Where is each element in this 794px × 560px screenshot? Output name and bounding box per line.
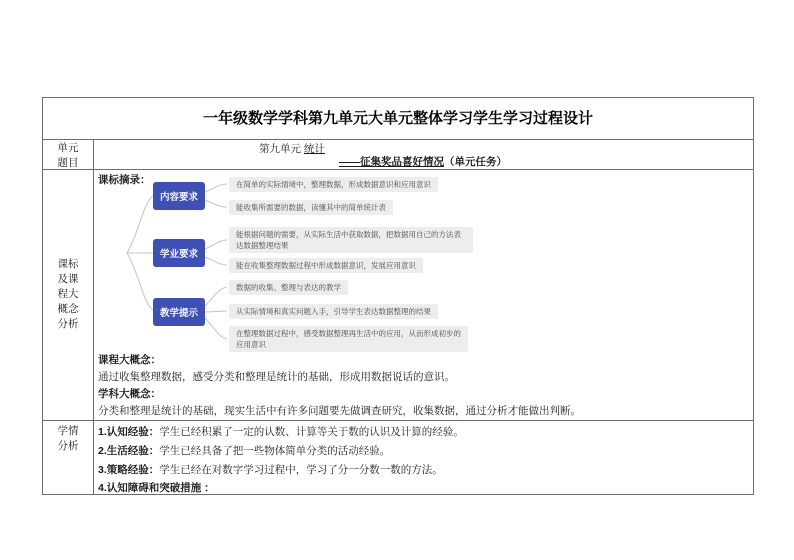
item-text: 学生已经积累了一定的认数、计算等关于数的认识及计算的经验。 xyxy=(159,426,464,438)
standards-label-line: 分析 xyxy=(57,318,79,330)
mindmap-node-academic-requirements: 学业要求 xyxy=(153,239,205,267)
row-divider xyxy=(43,169,753,170)
lesson-design-table xyxy=(42,97,754,495)
excerpt-heading: 课标摘录： xyxy=(98,174,151,186)
item-text: 学生已经具备了把一些物体简单分类的活动经验。 xyxy=(159,445,391,457)
learner-analysis-item xyxy=(98,425,464,439)
learner-analysis-label-line: 分析 xyxy=(57,440,79,452)
unit-number-line xyxy=(259,142,325,156)
course-concept-text: 通过收集整理数据，感受分类和整理是统计的基础，形成用数据说话的意识。 xyxy=(98,371,455,383)
mindmap-bubble: 能收集所需要的数据，读懂其中的简单统计表 xyxy=(229,200,393,215)
learner-analysis-row-label xyxy=(43,424,93,454)
unit-title-label-line: 单元 xyxy=(57,142,79,154)
mindmap-bubble: 在简单的实际情境中，整理数据，形成数据意识和应用意识 xyxy=(229,177,438,192)
mindmap-bubble: 能在收集整理数据过程中形成数据意识，发展应用意识 xyxy=(229,258,423,273)
standards-label-line: 课标 xyxy=(57,258,79,270)
unit-task-text: ——征集奖品喜好情况 xyxy=(339,156,444,168)
learner-analysis-label-line: 学情 xyxy=(57,425,79,437)
item-heading: 1.认知经验： xyxy=(98,426,160,438)
unit-number-text: 第九单元 xyxy=(259,143,304,155)
mindmap-node-content-requirements: 内容要求 xyxy=(153,182,205,210)
standards-label-line: 概念 xyxy=(57,303,79,315)
row-divider xyxy=(43,420,753,421)
course-concept-heading: 课程大概念： xyxy=(98,354,161,366)
standards-row-label xyxy=(43,257,93,332)
mindmap-bubble: 能根据问题的需要，从实际生活中获取数据，把数据用自己的方法表达数据整理结果 xyxy=(229,227,473,253)
item-heading: 3.策略经验： xyxy=(98,464,160,476)
unit-title-label-line: 题目 xyxy=(57,157,79,169)
subject-concept-text: 分类和整理是统计的基础，现实生活中有许多问题要先做调查研究，收集数据，通过分析才能做出判断。 xyxy=(98,405,581,417)
row-divider xyxy=(43,139,753,140)
subject-concept-heading: 学科大概念： xyxy=(98,388,161,400)
column-divider xyxy=(93,139,94,494)
learner-analysis-item xyxy=(98,444,390,458)
item-heading: 2.生活经验： xyxy=(98,445,160,457)
unit-topic-text: 统计 xyxy=(303,143,325,155)
mindmap-node-teaching-tips: 教学提示 xyxy=(153,298,205,326)
mindmap-bubble: 在整理数据过程中，感受数据整理再生活中的应用，从而形成初步的应用意识 xyxy=(229,326,468,352)
standards-label-line: 程大 xyxy=(57,288,79,300)
item-text: 学生已经在对数字学习过程中，学习了分一分数一数的方法。 xyxy=(159,464,443,476)
mindmap-bubble: 从实际情境和真实问题入手，引导学生表达数据整理的结果 xyxy=(229,304,438,319)
mindmap-bubble: 数据的收集、整理与表达的教学 xyxy=(229,280,348,295)
page-title: 一年级数学学科第九单元大单元整体学习学生学习过程设计 xyxy=(202,110,593,127)
item-heading: 4.认知障碍和突破措施 ： xyxy=(98,482,215,494)
learner-analysis-item xyxy=(98,463,443,477)
unit-title-row-label xyxy=(43,141,93,171)
standards-label-line: 及课 xyxy=(57,273,79,285)
unit-task-line xyxy=(339,155,507,169)
unit-task-suffix: （单元任务） xyxy=(444,156,507,168)
learner-analysis-item xyxy=(98,481,215,495)
